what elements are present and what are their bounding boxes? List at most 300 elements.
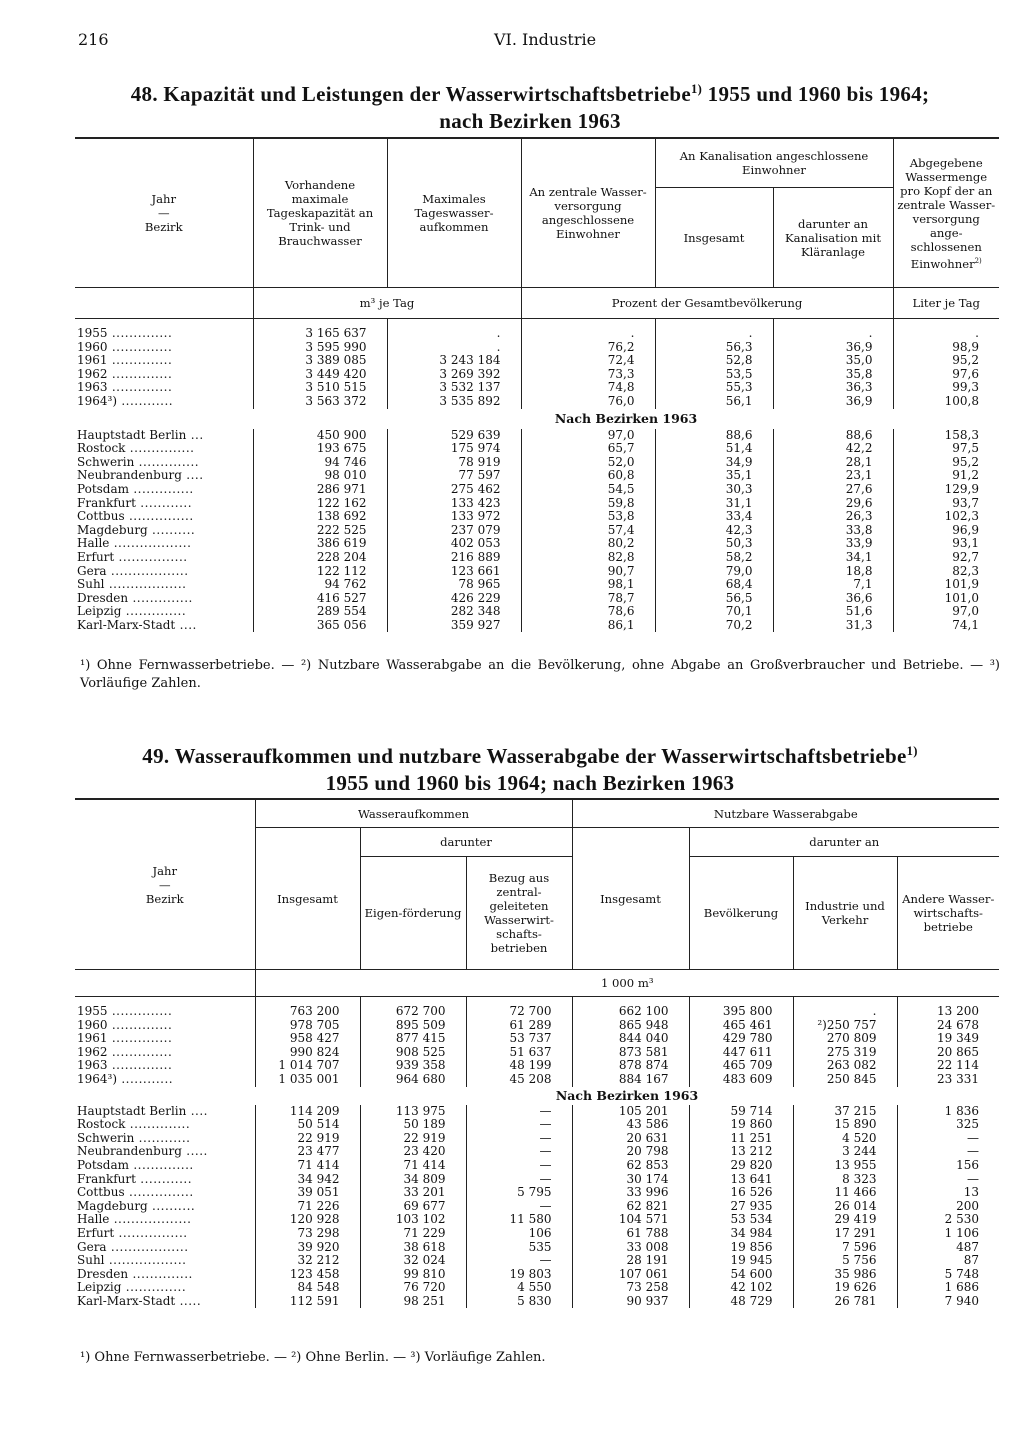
row-label-text: 1960: [77, 1017, 108, 1032]
cell-value: 275 462: [387, 483, 521, 497]
cell-value: 71 414: [255, 1159, 360, 1173]
cell-value: 50 189: [360, 1118, 466, 1132]
cell-value: 57,4: [521, 524, 655, 538]
cell-value: 13 200: [897, 997, 999, 1019]
cell-value: 51 637: [466, 1046, 572, 1060]
cell-value: 106: [466, 1227, 572, 1241]
table-49: [75, 798, 999, 1308]
cell-value: 465 709: [689, 1059, 793, 1073]
cell-value: 138 692: [253, 510, 387, 524]
row-label: [75, 997, 255, 1019]
cell-value: 36,9: [773, 395, 893, 409]
cell-value: 34 809: [360, 1173, 466, 1187]
cell-value: 13 212: [689, 1145, 793, 1159]
section-nach-bezirken: Nach Bezirken 1963: [554, 410, 698, 426]
table-48-title-footnote-mark: 1): [691, 82, 703, 96]
row-label: [75, 456, 253, 470]
cell-value: 96,9: [893, 524, 999, 538]
row-leader-dots: ..............: [107, 353, 173, 368]
cell-value: 359 927: [387, 619, 521, 633]
cell-value: 15 890: [793, 1118, 897, 1132]
row-label: [75, 1145, 255, 1159]
cell-value: 38 618: [360, 1241, 466, 1255]
row-label: [75, 1105, 255, 1119]
row-label-text: Halle: [77, 536, 110, 551]
cell-value: 11 251: [689, 1132, 793, 1146]
row-label-text: Potsdam: [77, 1157, 130, 1172]
row-label: [75, 605, 253, 619]
cell-value: 34,9: [655, 456, 773, 470]
cell-value: 19 856: [689, 1241, 793, 1255]
cell-value: 87: [897, 1254, 999, 1268]
row-label-text: 1960: [77, 339, 108, 354]
row-label: [75, 442, 253, 456]
cell-value: 70,2: [655, 619, 773, 633]
cell-value: 289 554: [253, 605, 387, 619]
cell-value: 35,8: [773, 368, 893, 382]
cell-value: 97,5: [893, 442, 999, 456]
cell-value: 74,1: [893, 619, 999, 633]
cell-value: 34,1: [773, 551, 893, 565]
table-row: [75, 1159, 999, 1173]
row-label-text: Erfurt: [77, 549, 115, 564]
cell-value: 3 243 184: [387, 354, 521, 368]
cell-value: 33,9: [773, 537, 893, 551]
table-49-bezirke: [75, 1105, 999, 1309]
row-leader-dots: ..............: [125, 1117, 191, 1132]
table-row: [75, 497, 999, 511]
row-leader-dots: ..............: [134, 454, 200, 469]
row-label-text: Dresden: [77, 1266, 129, 1281]
table-row: [75, 565, 999, 579]
row-label: [75, 319, 253, 341]
cell-value: —: [897, 1173, 999, 1187]
table-row: [75, 1227, 999, 1241]
row-label-text: Leipzig: [77, 1280, 122, 1295]
cell-value: 71 226: [255, 1200, 360, 1214]
col-abgabe-footnote-mark: 2): [974, 256, 982, 265]
cell-value: 30,3: [655, 483, 773, 497]
cell-value: 662 100: [572, 997, 689, 1019]
cell-value: 90 937: [572, 1295, 689, 1309]
cell-value: 13: [897, 1186, 999, 1200]
cell-value: 98 010: [253, 469, 387, 483]
row-label: [75, 1241, 255, 1255]
cell-value: 62 821: [572, 1200, 689, 1214]
row-label: [75, 1281, 255, 1295]
cell-value: 56,3: [655, 341, 773, 355]
table-row: [75, 1200, 999, 1214]
cell-value: 18,8: [773, 565, 893, 579]
cell-value: 53 737: [466, 1032, 572, 1046]
group-nutzbare-abgabe: Nutzbare Wasserabgabe: [572, 799, 999, 828]
table-49-title-line1: 49. Wasseraufkommen und nutzbare Wasserabgabe der Wasserwirtschaftsbetriebe: [142, 744, 907, 768]
cell-value: 33,4: [655, 510, 773, 524]
unit-m3: m³ je Tag: [253, 288, 521, 319]
cell-value: 36,9: [773, 341, 893, 355]
cell-value: 129,9: [893, 483, 999, 497]
row-leader-dots: ..............: [128, 1266, 193, 1281]
cell-value: 22 919: [360, 1132, 466, 1146]
table-49-title-footnote-mark: 1): [906, 744, 918, 758]
cell-value: —: [897, 1132, 999, 1146]
cell-value: 97,0: [521, 429, 655, 443]
cell-value: 990 824: [255, 1046, 360, 1060]
table-row: [75, 1059, 999, 1073]
cell-value: 58,2: [655, 551, 773, 565]
cell-value: 26 014: [793, 1200, 897, 1214]
row-label: [75, 1046, 255, 1060]
cell-value: 535: [466, 1241, 572, 1255]
cell-value: 31,1: [655, 497, 773, 511]
cell-value: 158,3: [893, 429, 999, 443]
table-48-footnote: ¹) Ohne Fernwasserbetriebe. — ²) Nutzbare Wasserabgabe an die Bevölkerung, ohne Abgabe an Großverbraucher und Betriebe. — ³) Vorläufige Zahlen.: [80, 658, 1000, 691]
row-label: [75, 1227, 255, 1241]
row-label-text: Cottbus: [77, 509, 125, 524]
row-leader-dots: ..............: [107, 326, 173, 340]
row-label-text: Suhl: [77, 1253, 105, 1268]
page-header: [0, 30, 1024, 54]
cell-value: 71 229: [360, 1227, 466, 1241]
row-label: [75, 1173, 255, 1187]
cell-value: 72,4: [521, 354, 655, 368]
cell-value: 69 677: [360, 1200, 466, 1214]
cell-value: ²)250 757: [793, 1019, 897, 1033]
row-label: [75, 483, 253, 497]
stub-header-49: [75, 799, 255, 970]
cell-value: 978 705: [255, 1019, 360, 1033]
cell-value: 79,0: [655, 565, 773, 579]
col-abgabe: [893, 138, 999, 288]
table-row: [75, 1213, 999, 1227]
table-row: [75, 354, 999, 368]
row-label: [75, 1295, 255, 1309]
row-label-text: 1962: [77, 1044, 108, 1059]
cell-value: 56,1: [655, 395, 773, 409]
cell-value: 24 678: [897, 1019, 999, 1033]
table-48-years: [75, 319, 999, 409]
cell-value: 27 935: [689, 1200, 793, 1214]
row-leader-dots: .....: [181, 1144, 208, 1159]
cell-value: 98,1: [521, 578, 655, 592]
cell-value: 365 056: [253, 619, 387, 633]
cell-value: 123 661: [387, 565, 521, 579]
cell-value: 22 919: [255, 1132, 360, 1146]
cell-value: 7 940: [897, 1295, 999, 1309]
cell-value: .: [893, 319, 999, 341]
cell-value: 99 810: [360, 1268, 466, 1282]
cell-value: 48 729: [689, 1295, 793, 1309]
row-label-text: Schwerin: [77, 454, 135, 469]
row-label: [75, 1159, 255, 1173]
cell-value: 93,7: [893, 497, 999, 511]
table-row: [75, 368, 999, 382]
table-48-title-line1: 48. Kapazität und Leistungen der Wasserwirtschaftsbetriebe: [130, 82, 692, 106]
row-label-text: 1963: [77, 1058, 108, 1073]
row-label: [75, 381, 253, 395]
row-label: [75, 1032, 255, 1046]
cell-value: 122 112: [253, 565, 387, 579]
cell-value: .: [773, 319, 893, 341]
cell-value: 11 580: [466, 1213, 572, 1227]
row-leader-dots: ..............: [107, 339, 173, 354]
cell-value: 3 532 137: [387, 381, 521, 395]
cell-value: 32 212: [255, 1254, 360, 1268]
cell-value: 763 200: [255, 997, 360, 1019]
cell-value: 2 530: [897, 1213, 999, 1227]
row-label-text: 1955: [77, 326, 108, 340]
unit-liter: Liter je Tag: [893, 288, 999, 319]
cell-value: 19 860: [689, 1118, 793, 1132]
row-label: [75, 1268, 255, 1282]
cell-value: 22 114: [897, 1059, 999, 1073]
row-leader-dots: ..............: [121, 604, 187, 619]
row-leader-dots: ..........: [147, 1198, 196, 1213]
cell-value: 426 229: [387, 592, 521, 606]
cell-value: 99,3: [893, 381, 999, 395]
cell-value: 263 082: [793, 1059, 897, 1073]
cell-value: 29,6: [773, 497, 893, 511]
cell-value: 59 714: [689, 1105, 793, 1119]
cell-value: 72 700: [466, 997, 572, 1019]
cell-value: 59,8: [521, 497, 655, 511]
table-49-title: [60, 738, 1000, 797]
section-nach-bezirken-49: Nach Bezirken 1963: [555, 1087, 699, 1103]
cell-value: 386 619: [253, 537, 387, 551]
cell-value: 97,6: [893, 368, 999, 382]
row-label-text: Karl-Marx-Stadt: [77, 617, 176, 632]
row-label: [75, 497, 253, 511]
cell-value: 102,3: [893, 510, 999, 524]
row-leader-dots: ..................: [106, 563, 189, 578]
cell-value: 55,3: [655, 381, 773, 395]
cell-value: 42 102: [689, 1281, 793, 1295]
row-label-text: 1961: [77, 1031, 108, 1046]
stub-header: [75, 138, 253, 288]
cell-value: 5 830: [466, 1295, 572, 1309]
row-leader-dots: ....: [175, 617, 197, 632]
cell-value: 250 845: [793, 1073, 897, 1087]
stub-dash: —: [157, 206, 170, 220]
cell-value: 133 423: [387, 497, 521, 511]
col-industrie-verkehr: Industrie und Verkehr: [793, 857, 897, 970]
sub-darunter: darunter: [360, 828, 572, 857]
cell-value: 895 509: [360, 1019, 466, 1033]
cell-value: 31,3: [773, 619, 893, 633]
row-leader-dots: ..............: [107, 366, 173, 381]
cell-value: 16 526: [689, 1186, 793, 1200]
row-leader-dots: .....: [175, 1293, 202, 1308]
cell-value: .: [387, 319, 521, 341]
stub-bezirk: Bezirk: [144, 220, 183, 234]
cell-value: 51,4: [655, 442, 773, 456]
cell-value: 1 014 707: [255, 1059, 360, 1073]
cell-value: 30 174: [572, 1173, 689, 1187]
cell-value: 865 948: [572, 1019, 689, 1033]
cell-value: 53,8: [521, 510, 655, 524]
cell-value: 483 609: [689, 1073, 793, 1087]
cell-value: 97,0: [893, 605, 999, 619]
row-label: [75, 510, 253, 524]
cell-value: 74,8: [521, 381, 655, 395]
cell-value: 84 548: [255, 1281, 360, 1295]
cell-value: 3 269 392: [387, 368, 521, 382]
table-row: [75, 469, 999, 483]
table-row: [75, 429, 999, 443]
row-leader-dots: ..............: [107, 1017, 173, 1032]
cell-value: 11 466: [793, 1186, 897, 1200]
col-kanal-group: An Kanalisation angeschlossene Einwohner: [655, 138, 893, 188]
table-row: [75, 1145, 999, 1159]
cell-value: 529 639: [387, 429, 521, 443]
table-row: [75, 592, 999, 606]
table-49-title-line2: 1955 und 1960 bis 1964; nach Bezirken 1963: [325, 771, 735, 795]
row-leader-dots: ..............: [128, 590, 193, 605]
cell-value: 114 209: [255, 1105, 360, 1119]
cell-value: 70,1: [655, 605, 773, 619]
cell-value: 3 244: [793, 1145, 897, 1159]
cell-value: 1 106: [897, 1227, 999, 1241]
row-leader-dots: ............: [134, 1130, 191, 1145]
cell-value: 45 208: [466, 1073, 572, 1087]
cell-value: 100,8: [893, 395, 999, 409]
cell-value: 80,2: [521, 537, 655, 551]
cell-value: 61 788: [572, 1227, 689, 1241]
table-row: [75, 456, 999, 470]
row-label-text: Magdeburg: [77, 522, 148, 537]
cell-value: 200: [897, 1200, 999, 1214]
cell-value: 48 199: [466, 1059, 572, 1073]
table-row: [75, 997, 999, 1019]
row-label-text: Dresden: [77, 590, 129, 605]
table-row: [75, 1173, 999, 1187]
row-label-text: Frankfurt: [77, 495, 136, 510]
cell-value: 3 165 637: [253, 319, 387, 341]
cell-value: 5 795: [466, 1186, 572, 1200]
row-label-text: Neubrandenburg: [77, 1144, 182, 1159]
cell-value: 672 700: [360, 997, 466, 1019]
row-label-text: Magdeburg: [77, 1198, 148, 1213]
cell-value: 52,0: [521, 456, 655, 470]
cell-value: 487: [897, 1241, 999, 1255]
cell-value: 92,7: [893, 551, 999, 565]
row-label: [75, 537, 253, 551]
cell-value: 36,6: [773, 592, 893, 606]
row-label-text: 1963: [77, 380, 108, 395]
cell-value: 37 215: [793, 1105, 897, 1119]
row-leader-dots: ............: [135, 495, 193, 510]
cell-value: 939 358: [360, 1059, 466, 1073]
cell-value: 416 527: [253, 592, 387, 606]
cell-value: 29 419: [793, 1213, 897, 1227]
cell-value: —: [466, 1105, 572, 1119]
row-label-text: Halle: [77, 1212, 110, 1227]
cell-value: 39 051: [255, 1186, 360, 1200]
table-row: [75, 1186, 999, 1200]
cell-value: 76 720: [360, 1281, 466, 1295]
cell-value: 76,2: [521, 341, 655, 355]
cell-value: .: [387, 341, 521, 355]
row-label: [75, 1200, 255, 1214]
cell-value: 228 204: [253, 551, 387, 565]
row-label-text: Erfurt: [77, 1225, 115, 1240]
cell-value: 53,5: [655, 368, 773, 382]
row-label: [75, 395, 253, 409]
cell-value: 3 449 420: [253, 368, 387, 382]
cell-value: 86,1: [521, 619, 655, 633]
row-leader-dots: ..................: [104, 1253, 187, 1268]
table-row: [75, 1032, 999, 1046]
row-leader-dots: ....: [186, 1103, 208, 1118]
stub-bezirk-49: Bezirk: [145, 891, 184, 906]
stub-jahr: Jahr: [151, 192, 177, 206]
cell-value: 78,6: [521, 605, 655, 619]
cell-value: —: [466, 1159, 572, 1173]
row-leader-dots: ..............: [121, 1280, 187, 1295]
col-aufkommen-insgesamt: Insgesamt: [255, 828, 360, 970]
cell-value: 35,1: [655, 469, 773, 483]
cell-value: 32 024: [360, 1254, 466, 1268]
cell-value: 78 919: [387, 456, 521, 470]
col-kanal-insgesamt: Insgesamt: [655, 188, 773, 288]
cell-value: 95,2: [893, 354, 999, 368]
col-eigenfoerderung: Eigen-förderung: [360, 857, 466, 970]
table-row: [75, 381, 999, 395]
cell-value: 62 853: [572, 1159, 689, 1173]
cell-value: 13 641: [689, 1173, 793, 1187]
cell-value: 4 520: [793, 1132, 897, 1146]
sub-darunter-an: darunter an: [689, 828, 999, 857]
cell-value: 26 781: [793, 1295, 897, 1309]
table-row: [75, 1268, 999, 1282]
table-row: [75, 524, 999, 538]
cell-value: 33,8: [773, 524, 893, 538]
table-row: [75, 442, 999, 456]
row-label: [75, 592, 253, 606]
cell-value: 90,7: [521, 565, 655, 579]
cell-value: 5 748: [897, 1268, 999, 1282]
cell-value: 222 525: [253, 524, 387, 538]
page-number: 216: [78, 30, 109, 49]
cell-value: .: [521, 319, 655, 341]
cell-value: 78 965: [387, 578, 521, 592]
row-label: [75, 1213, 255, 1227]
cell-value: .: [793, 997, 897, 1019]
table-row: [75, 1019, 999, 1033]
row-leader-dots: ...: [186, 427, 204, 442]
row-leader-dots: ...............: [124, 1185, 194, 1200]
cell-value: 42,2: [773, 442, 893, 456]
table-row: [75, 1132, 999, 1146]
col-versorgung: An zentrale Wasser-versorgung angeschlossene Einwohner: [521, 138, 655, 288]
cell-value: 73 298: [255, 1227, 360, 1241]
table-row: [75, 537, 999, 551]
cell-value: 23 420: [360, 1145, 466, 1159]
row-label-text: 1961: [77, 353, 108, 368]
table-49-section: [75, 1087, 999, 1105]
cell-value: 7 596: [793, 1241, 897, 1255]
table-row: [75, 1046, 999, 1060]
chapter-title: VI. Industrie: [494, 30, 597, 49]
cell-value: —: [897, 1145, 999, 1159]
row-label: [75, 1254, 255, 1268]
row-label-text: Schwerin: [77, 1130, 135, 1145]
table-row: [75, 395, 999, 409]
row-label: [75, 1118, 255, 1132]
row-label-text: Gera: [77, 1239, 107, 1254]
cell-value: 275 319: [793, 1046, 897, 1060]
cell-value: 193 675: [253, 442, 387, 456]
